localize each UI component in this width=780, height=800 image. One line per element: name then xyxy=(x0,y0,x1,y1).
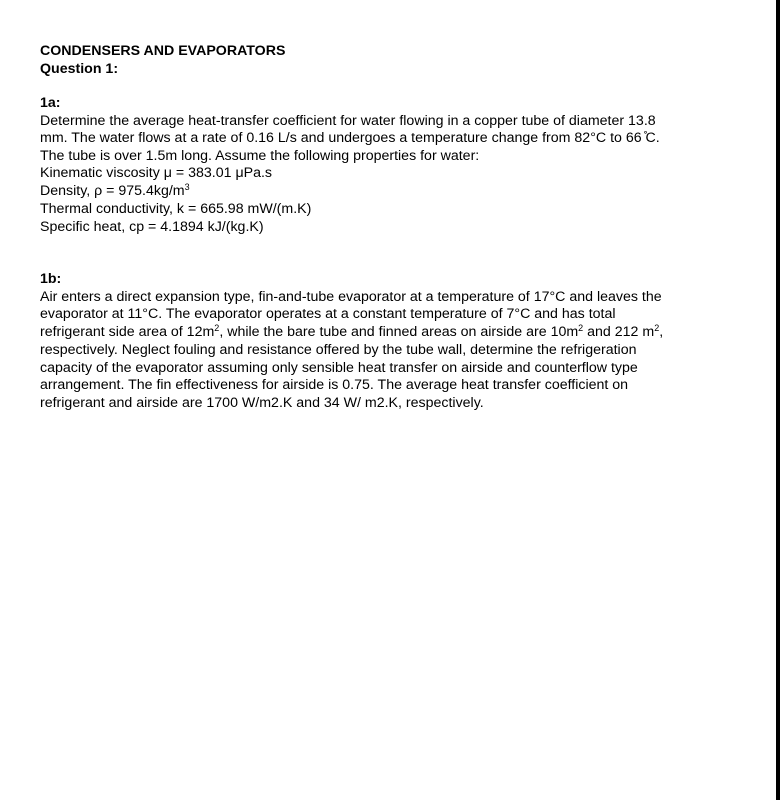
document-content xyxy=(40,43,740,412)
density-text: Density, ρ = 975.4kg/m xyxy=(40,182,185,199)
part-b-label: 1b: xyxy=(40,271,62,287)
part-b-area-line xyxy=(40,324,740,343)
part-b-line: evaporator at 11°C. The evaporator operates at a constant temperature of 7°C and has total xyxy=(40,306,616,322)
part-a-density-line xyxy=(40,183,740,202)
question-label: Question 1: xyxy=(40,60,119,77)
part-a-label: 1a: xyxy=(40,95,61,111)
area-text: refrigerant side area of 12m xyxy=(40,323,215,340)
spacer xyxy=(40,236,740,271)
density-superscript: 3 xyxy=(184,181,190,192)
area-superscript: 2 xyxy=(654,322,660,333)
part-a-line: mm. The water flows at a rate of 0.16 L/s and undergoes a temperature change from 82°C to 66 ̊C. xyxy=(40,130,660,146)
area-text: and 212 m xyxy=(583,323,655,340)
area-superscript: 2 xyxy=(578,322,584,333)
part-b-line: respectively. Neglect fouling and resistance offered by the tube wall, determine the refrigeration xyxy=(40,342,637,358)
part-b-line: refrigerant and airside are 1700 W/m2.K and 34 W/ m2.K, respectively. xyxy=(40,394,484,411)
area-text: , xyxy=(659,323,664,340)
part-a-line: Kinematic viscosity μ = 383.01 μPa.s xyxy=(40,165,273,181)
page-border xyxy=(776,0,780,800)
part-a-line: Specific heat, cp = 4.1894 kJ/(kg.K) xyxy=(40,218,264,235)
part-b-line: Air enters a direct expansion type, fin-and-tube evaporator at a temperature of 17°C and leaves the xyxy=(40,288,662,305)
document-title: CONDENSERS AND EVAPORATORS xyxy=(40,43,286,59)
spacer xyxy=(40,78,740,95)
area-text: , while the bare tube and finned areas on airside are 10m xyxy=(219,323,579,340)
area-superscript: 2 xyxy=(214,322,220,333)
part-a-line: The tube is over 1.5m long. Assume the following properties for water: xyxy=(40,147,480,164)
part-a-line: Determine the average heat-transfer coefficient for water flowing in a copper tube of diameter 13.8 xyxy=(40,112,656,129)
part-a-line: Thermal conductivity, k = 665.98 mW/(m.K) xyxy=(40,201,312,217)
part-b-line: arrangement. The fin effectiveness for airside is 0.75. The average heat transfer coefficient on xyxy=(40,377,629,393)
part-b-line: capacity of the evaporator assuming only sensible heat transfer on airside and counterflow type xyxy=(40,359,638,376)
